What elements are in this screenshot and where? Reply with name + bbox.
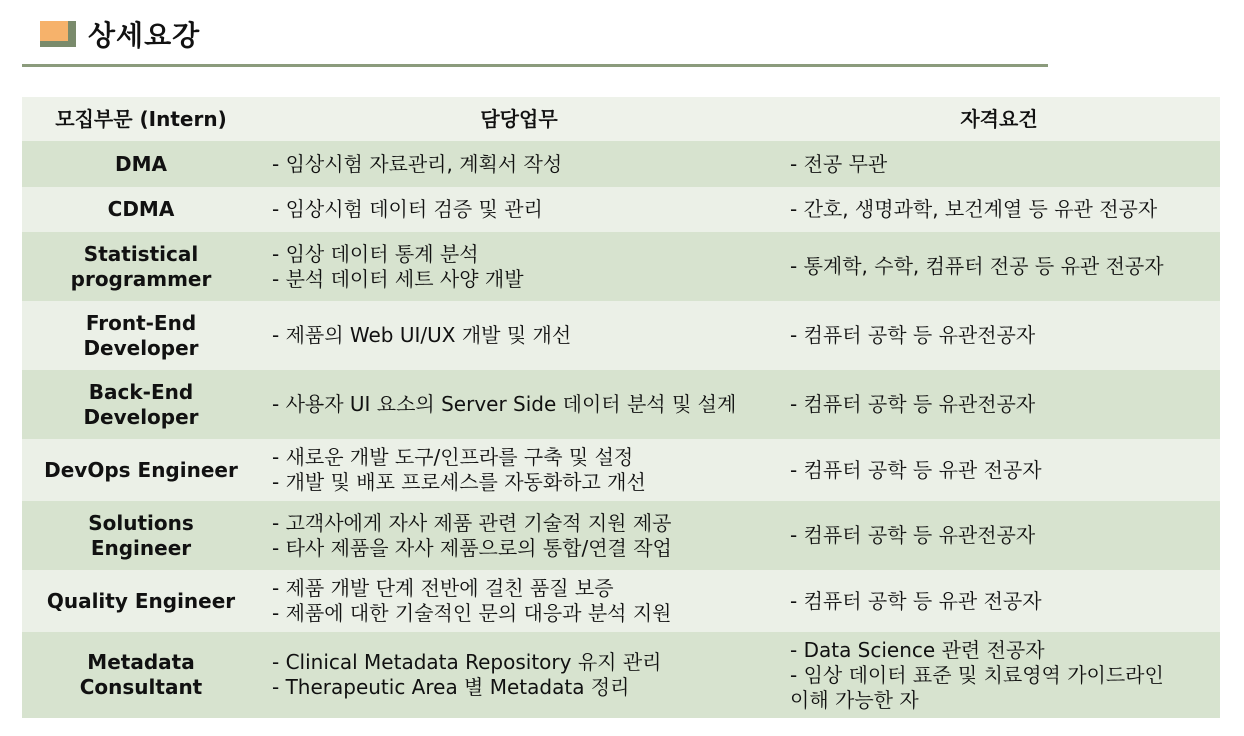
- table-body: [22, 141, 1220, 718]
- duty-cell: [260, 141, 778, 187]
- duty-line: - 제품 개발 단계 전반에 걸친 품질 보증: [272, 576, 614, 600]
- duty-cell: [260, 439, 778, 501]
- table-row: [22, 141, 1220, 187]
- role-line: Developer: [83, 335, 199, 360]
- table-header-row: [22, 97, 1220, 141]
- duty-line: - Clinical Metadata Repository 유지 관리: [272, 650, 662, 674]
- role-line: Back-End: [88, 379, 194, 404]
- duty-line: - 임상시험 자료관리, 계획서 작성: [272, 151, 563, 176]
- duty-cell: [260, 301, 778, 370]
- duty-line: - 임상 데이터 통계 분석: [272, 241, 479, 266]
- header-qual: 자격요건: [778, 97, 1220, 141]
- qual-line: - 컴퓨터 공학 등 유관 전공자: [790, 457, 1042, 482]
- role-cell: [22, 141, 260, 187]
- qual-line: - 컴퓨터 공학 등 유관전공자: [790, 392, 1036, 416]
- qual-cell: [778, 632, 1220, 718]
- role-cell: [22, 439, 260, 501]
- qual-line: - Data Science 관련 전공자: [790, 637, 1045, 662]
- role-cell: [22, 632, 260, 718]
- page-header: [40, 10, 200, 58]
- role-cell: [22, 187, 260, 232]
- qual-cell: [778, 141, 1220, 187]
- table-row: [22, 187, 1220, 232]
- qual-cell: [778, 232, 1220, 301]
- table-row: [22, 301, 1220, 370]
- duty-line: - 고객사에게 자사 제품 관련 기술적 지원 제공: [272, 510, 672, 535]
- role-cell: [22, 301, 260, 370]
- header-role: 모집부문 (Intern): [22, 97, 260, 141]
- table-row: [22, 501, 1220, 570]
- duty-line: - 제품의 Web UI/UX 개발 및 개선: [272, 323, 572, 347]
- page-title: 상세요강: [88, 19, 201, 52]
- duty-cell: [260, 232, 778, 301]
- duty-line: - 사용자 UI 요소의 Server Side 데이터 분석 및 설계: [272, 392, 737, 416]
- role-line: programmer: [70, 266, 212, 291]
- header-duty: 담당업무: [260, 97, 778, 141]
- qual-cell: [778, 570, 1220, 632]
- role-line: Developer: [83, 404, 199, 429]
- qual-cell: [778, 301, 1220, 370]
- role-line: Engineer: [90, 535, 192, 560]
- role-line: Metadata: [87, 650, 195, 674]
- duty-line: - Therapeutic Area 별 Metadata 정리: [272, 675, 630, 699]
- table-row: [22, 632, 1220, 718]
- qual-line: - 전공 무관: [790, 151, 888, 176]
- qual-line: - 간호, 생명과학, 보건계열 등 유관 전공자: [790, 197, 1158, 221]
- qual-cell: [778, 501, 1220, 570]
- duty-cell: [260, 570, 778, 632]
- title-divider: [22, 64, 1048, 67]
- table-row: [22, 570, 1220, 632]
- qual-line: - 컴퓨터 공학 등 유관 전공자: [790, 588, 1042, 613]
- duty-cell: [260, 501, 778, 570]
- requirements-table: [22, 97, 1220, 718]
- role-line: DevOps Engineer: [44, 457, 238, 482]
- role-line: Consultant: [79, 675, 203, 699]
- qual-cell: [778, 370, 1220, 439]
- role-line: Front-End: [85, 310, 197, 335]
- role-cell: [22, 501, 260, 570]
- table-row: [22, 370, 1220, 439]
- table-row: [22, 439, 1220, 501]
- qual-line: - 컴퓨터 공학 등 유관전공자: [790, 523, 1036, 547]
- table-row: [22, 232, 1220, 301]
- duty-cell: [260, 187, 778, 232]
- qual-line: - 컴퓨터 공학 등 유관전공자: [790, 323, 1036, 347]
- role-line: Quality Engineer: [46, 588, 236, 613]
- qual-cell: [778, 439, 1220, 501]
- qual-line: - 임상 데이터 표준 및 치료영역 가이드라인: [790, 662, 1164, 687]
- role-cell: [22, 232, 260, 301]
- qual-line: 이해 가능한 자: [790, 687, 919, 712]
- title-marker-icon: [40, 21, 76, 47]
- duty-cell: [260, 632, 778, 718]
- qual-line: - 통계학, 수학, 컴퓨터 전공 등 유관 전공자: [790, 254, 1164, 278]
- role-line: Statistical: [83, 241, 199, 266]
- duty-line: - 타사 제품을 자사 제품으로의 통합/연결 작업: [272, 535, 672, 560]
- duty-line: - 새로운 개발 도구/인프라를 구축 및 설정: [272, 445, 634, 469]
- role-line: Solutions: [88, 510, 194, 535]
- duty-line: - 분석 데이터 세트 사양 개발: [272, 266, 524, 291]
- duty-cell: [260, 370, 778, 439]
- duty-line: - 제품에 대한 기술적인 문의 대응과 분석 지원: [272, 601, 672, 625]
- duty-line: - 개발 및 배포 프로세스를 자동화하고 개선: [272, 470, 646, 494]
- qual-cell: [778, 187, 1220, 232]
- role-line: DMA: [115, 151, 167, 176]
- duty-line: - 임상시험 데이터 검증 및 관리: [272, 197, 543, 221]
- role-line: CDMA: [107, 197, 175, 221]
- role-cell: [22, 370, 260, 439]
- role-cell: [22, 570, 260, 632]
